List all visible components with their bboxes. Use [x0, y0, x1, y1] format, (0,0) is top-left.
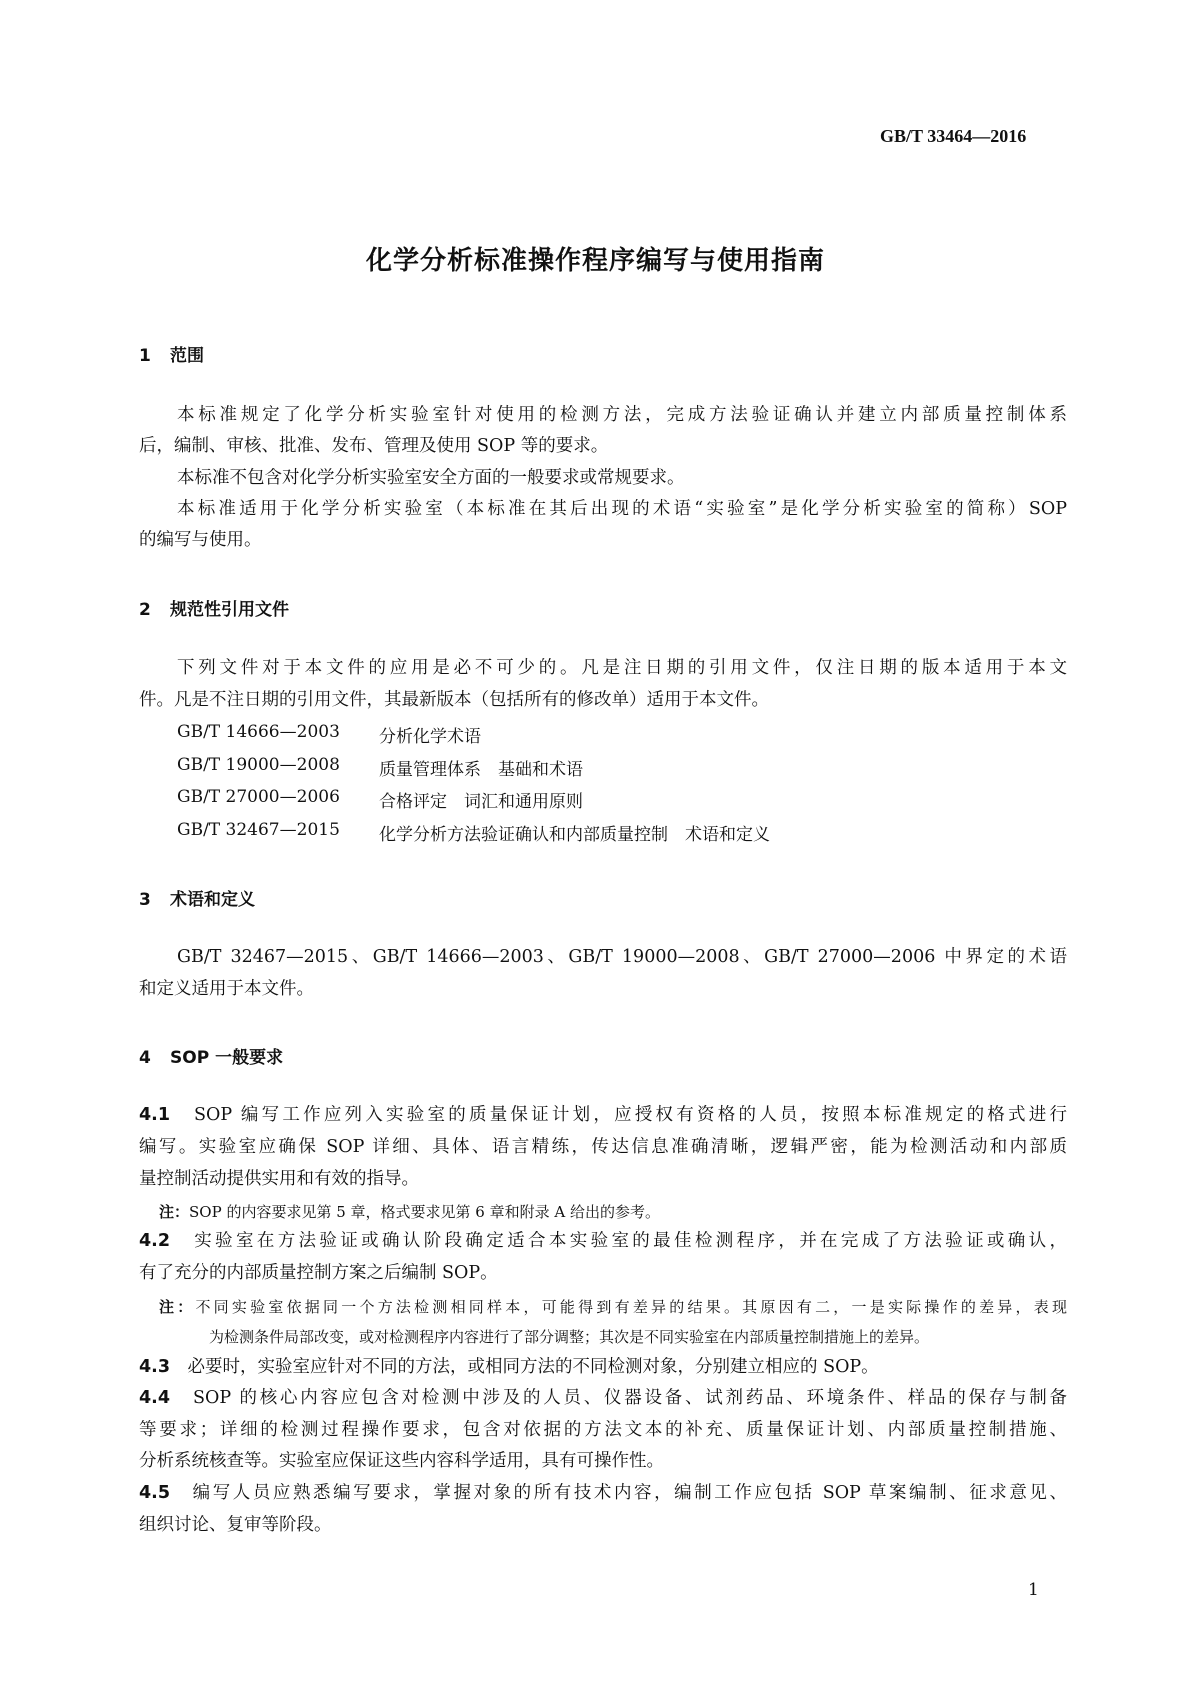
note	[159, 1201, 1067, 1222]
paragraph-line: 本标准规定了化学分析实验室针对使用的检测方法，完成方法验证确认并建立内部质量控制体系	[177, 405, 1067, 425]
clause-text: SOP 编写工作应列入实验室的质量保证计划，应授权有资格的人员，按照本标准规定的格式进行	[193, 1105, 1067, 1125]
paragraph-line: 组织讨论、复审等阶段。	[139, 1515, 332, 1535]
paragraph-line: 本标准不包含对化学分析实验室安全方面的一般要求或常规要求。	[177, 468, 685, 488]
paragraph-line: GB/T 32467—2015、GB/T 14666—2003、GB/T 19000—2008、GB/T 27000—2006 中界定的术语	[177, 947, 1067, 967]
section-number: 3	[139, 890, 151, 910]
reference-title: 分析化学术语	[379, 727, 481, 747]
standard-code: GB/T 33464—2016	[880, 126, 1027, 146]
section-heading-1	[139, 341, 204, 366]
note-line: 为检测条件局部改变，或对检测程序内容进行了部分调整；其次是不同实验室在内部质量控制措施上的差异。	[209, 1328, 930, 1346]
paragraph-line: 有了充分的内部质量控制方案之后编制 SOP。	[139, 1263, 498, 1283]
reference-item	[177, 755, 583, 780]
clause-4-1-line	[139, 1105, 1067, 1125]
reference-code: GB/T 27000—2006	[177, 787, 340, 807]
reference-item	[177, 787, 583, 812]
paragraph-line: 下列文件对于本文件的应用是必不可少的。凡是注日期的引用文件，仅注日期的版本适用于本文	[177, 658, 1067, 678]
paragraph-line: 本标准适用于化学分析实验室（本标准在其后出现的术语“实验室”是化学分析实验室的简称）SOP	[177, 499, 1067, 519]
section-number: 1	[139, 346, 151, 366]
reference-title: 化学分析方法验证确认和内部质量控制 术语和定义	[379, 825, 770, 845]
clause-number: 4.2	[139, 1231, 171, 1251]
paragraph-line: 分析系统核查等。实验室应保证这些内容科学适用，具有可操作性。	[139, 1451, 664, 1471]
clause-4-5-line	[139, 1483, 1067, 1503]
note-text: 不同实验室依据同一个方法检测相同样本，可能得到有差异的结果。其原因有二，一是实际操作的差异，表现	[195, 1298, 1067, 1316]
clause-4-2-line	[139, 1231, 1067, 1251]
paragraph-line: 的编写与使用。	[139, 530, 262, 550]
clause-text: 编写人员应熟悉编写要求，掌握对象的所有技术内容，编制工作应包括 SOP 草案编制、征求意见、	[192, 1483, 1067, 1503]
reference-title: 合格评定 词汇和通用原则	[379, 792, 583, 812]
paragraph-line: 等要求；详细的检测过程操作要求，包含对依据的方法文本的补充、质量保证计划、内部质量控制措施、	[139, 1420, 1067, 1440]
note-label: 注：	[159, 1298, 196, 1316]
paragraph-line: 量控制活动提供实用和有效的指导。	[139, 1169, 419, 1189]
paragraph-line: 后，编制、审核、批准、发布、管理及使用 SOP 等的要求。	[139, 436, 609, 456]
note-text: SOP 的内容要求见第 5 章，格式要求见第 6 章和附录 A 给出的参考。	[189, 1203, 660, 1221]
note-label: 注：	[159, 1203, 190, 1221]
note	[159, 1296, 1067, 1317]
reference-code: GB/T 32467—2015	[177, 820, 340, 840]
reference-code: GB/T 19000—2008	[177, 755, 340, 775]
paragraph-line: 件。凡是不注日期的引用文件，其最新版本（包括所有的修改单）适用于本文件。	[139, 690, 769, 710]
clause-4-4-line	[139, 1388, 1067, 1408]
clause-text: 实验室在方法验证或确认阶段确定适合本实验室的最佳检测程序，并在完成了方法验证或确认，	[194, 1231, 1068, 1251]
section-title: 范围	[170, 346, 204, 366]
clause-number: 4.1	[139, 1105, 171, 1125]
section-number: 4	[139, 1048, 151, 1068]
section-heading-3	[139, 885, 255, 910]
section-title: SOP 一般要求	[170, 1048, 284, 1068]
reference-item	[177, 722, 481, 747]
page-number: 1	[1028, 1580, 1039, 1600]
clause-number: 4.4	[139, 1388, 171, 1408]
clause-text: SOP 的核心内容应包含对检测中涉及的人员、仪器设备、试剂药品、环境条件、样品的保存与制备	[193, 1388, 1068, 1408]
reference-code: GB/T 14666—2003	[177, 722, 340, 742]
section-title: 术语和定义	[170, 890, 255, 910]
reference-item	[177, 820, 770, 845]
section-number: 2	[139, 600, 151, 620]
clause-number: 4.5	[139, 1483, 171, 1503]
document-title: 化学分析标准操作程序编写与使用指南	[365, 246, 825, 276]
section-title: 规范性引用文件	[170, 600, 289, 620]
clause-number: 4.3	[139, 1357, 171, 1377]
paragraph-line: 编写。实验室应确保 SOP 详细、具体、语言精练，传达信息准确清晰，逻辑严密，能为检测活动和内部质	[139, 1137, 1067, 1157]
clause-text: 必要时，实验室应针对不同的方法，或相同方法的不同检测对象，分别建立相应的 SOP。	[187, 1357, 879, 1377]
paragraph-line: 和定义适用于本文件。	[139, 979, 314, 999]
section-heading-4	[139, 1043, 283, 1068]
section-heading-2	[139, 595, 289, 620]
clause-4-3-line	[139, 1357, 1067, 1377]
reference-title: 质量管理体系 基础和术语	[379, 760, 583, 780]
